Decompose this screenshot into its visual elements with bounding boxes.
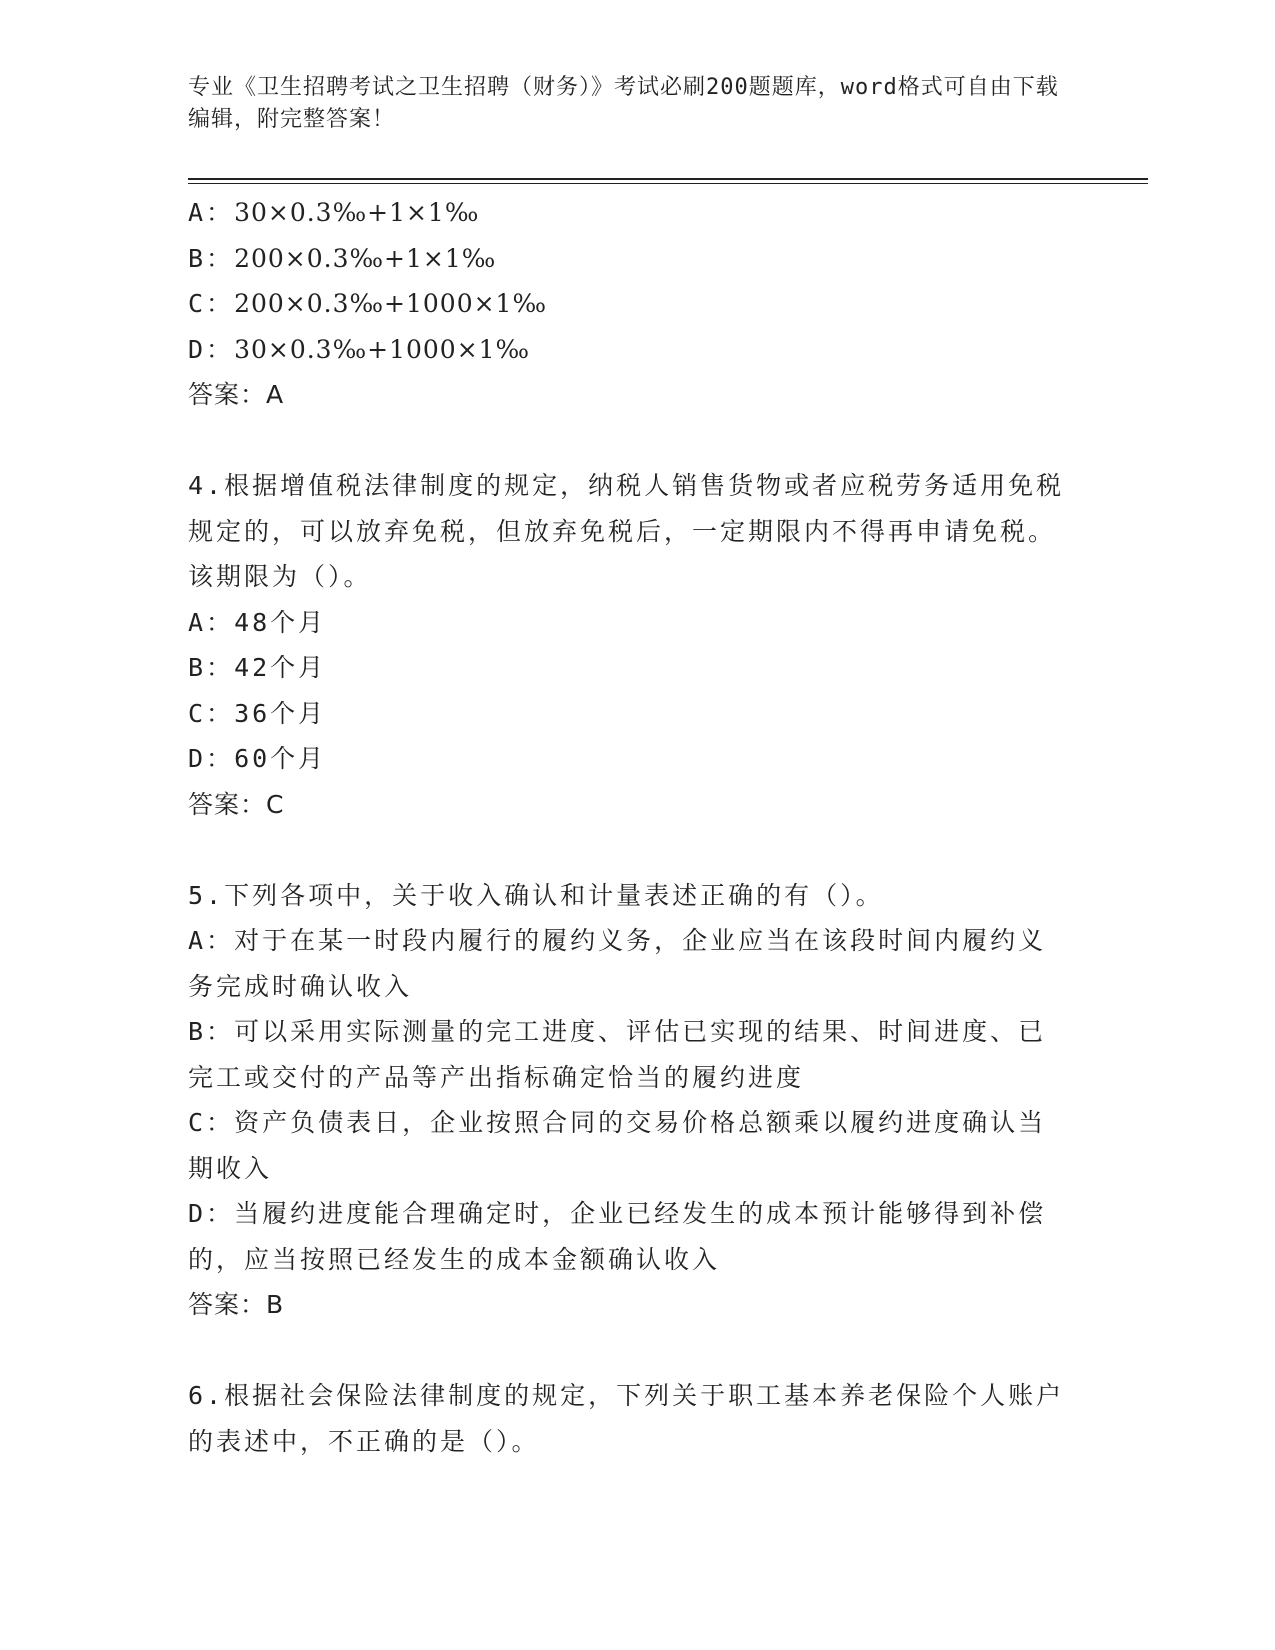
question-stem: 6.根据社会保险法律制度的规定，下列关于职工基本养老保险个人账户的表述中，不正确的是（）。	[188, 1381, 1065, 1456]
option-label: C：	[188, 1108, 235, 1137]
option-b	[188, 236, 1068, 282]
option-label: B：	[188, 653, 235, 682]
option-label: D：	[188, 744, 235, 773]
question-3	[188, 190, 1068, 418]
answer: 答案：A	[188, 380, 285, 409]
option-text: 42个月	[234, 653, 327, 682]
option-text: 200×0.3‰+1×1‰	[234, 243, 497, 273]
option-text: 对于在某一时段内履行的履约义务，企业应当在该段时间内履约义务完成时确认收入	[188, 926, 1047, 1001]
option-label: D：	[188, 1199, 235, 1228]
spacer	[188, 1328, 1068, 1374]
option-c	[188, 691, 1068, 737]
option-text: 36个月	[234, 698, 327, 728]
question-4	[188, 463, 1068, 827]
option-label: B：	[188, 243, 235, 273]
question-stem: 4.根据增值税法律制度的规定，纳税人销售货物或者应税劳务适用免税规定的，可以放弃免税，但放弃免税后，一定期限内不得再申请免税。该期限为（）。	[188, 471, 1065, 591]
header-divider-thick	[188, 178, 1148, 180]
option-d	[188, 736, 1068, 782]
option-b	[188, 645, 1068, 691]
option-d	[188, 327, 1068, 373]
option-text: 60个月	[234, 744, 327, 773]
option-text: 30×0.3‰+1000×1‰	[234, 334, 531, 364]
option-label: B：	[188, 1017, 235, 1046]
spacer	[188, 827, 1068, 873]
document-header: 专业《卫生招聘考试之卫生招聘（财务）》考试必刷200题题库，word格式可自由下载编辑，附完整答案！	[188, 75, 1059, 132]
question-stem: 5.下列各项中，关于收入确认和计量表述正确的有（）。	[188, 880, 884, 910]
question-5	[188, 873, 1068, 1328]
option-b	[188, 1009, 1068, 1100]
option-label: A：	[188, 926, 235, 955]
option-label: C：	[188, 289, 235, 318]
option-text: 30×0.3‰+1×1‰	[234, 198, 480, 227]
option-label: D：	[188, 334, 235, 364]
answer: 答案：B	[188, 1290, 285, 1319]
header-divider-thin	[188, 183, 1148, 184]
option-a	[188, 918, 1068, 1009]
option-d	[188, 1191, 1068, 1282]
option-text: 资产负债表日，企业按照合同的交易价格总额乘以履约进度确认当期收入	[188, 1108, 1047, 1183]
option-c	[188, 1100, 1068, 1191]
spacer	[188, 418, 1068, 464]
option-label: A：	[188, 198, 235, 227]
option-label: A：	[188, 607, 235, 637]
option-text: 48个月	[234, 607, 327, 637]
question-content	[188, 190, 1068, 1464]
option-a	[188, 600, 1068, 646]
option-a	[188, 190, 1068, 236]
question-6	[188, 1373, 1068, 1464]
option-c	[188, 281, 1068, 327]
option-label: C：	[188, 698, 235, 728]
answer: 答案：C	[188, 789, 285, 819]
option-text: 当履约进度能合理确定时，企业已经发生的成本预计能够得到补偿的，应当按照已经发生的成本金额确认收入	[188, 1199, 1047, 1274]
option-text: 200×0.3‰+1000×1‰	[234, 289, 547, 318]
option-text: 可以采用实际测量的完工进度、评估已实现的结果、时间进度、已完工或交付的产品等产出指标确定恰当的履约进度	[188, 1017, 1047, 1092]
